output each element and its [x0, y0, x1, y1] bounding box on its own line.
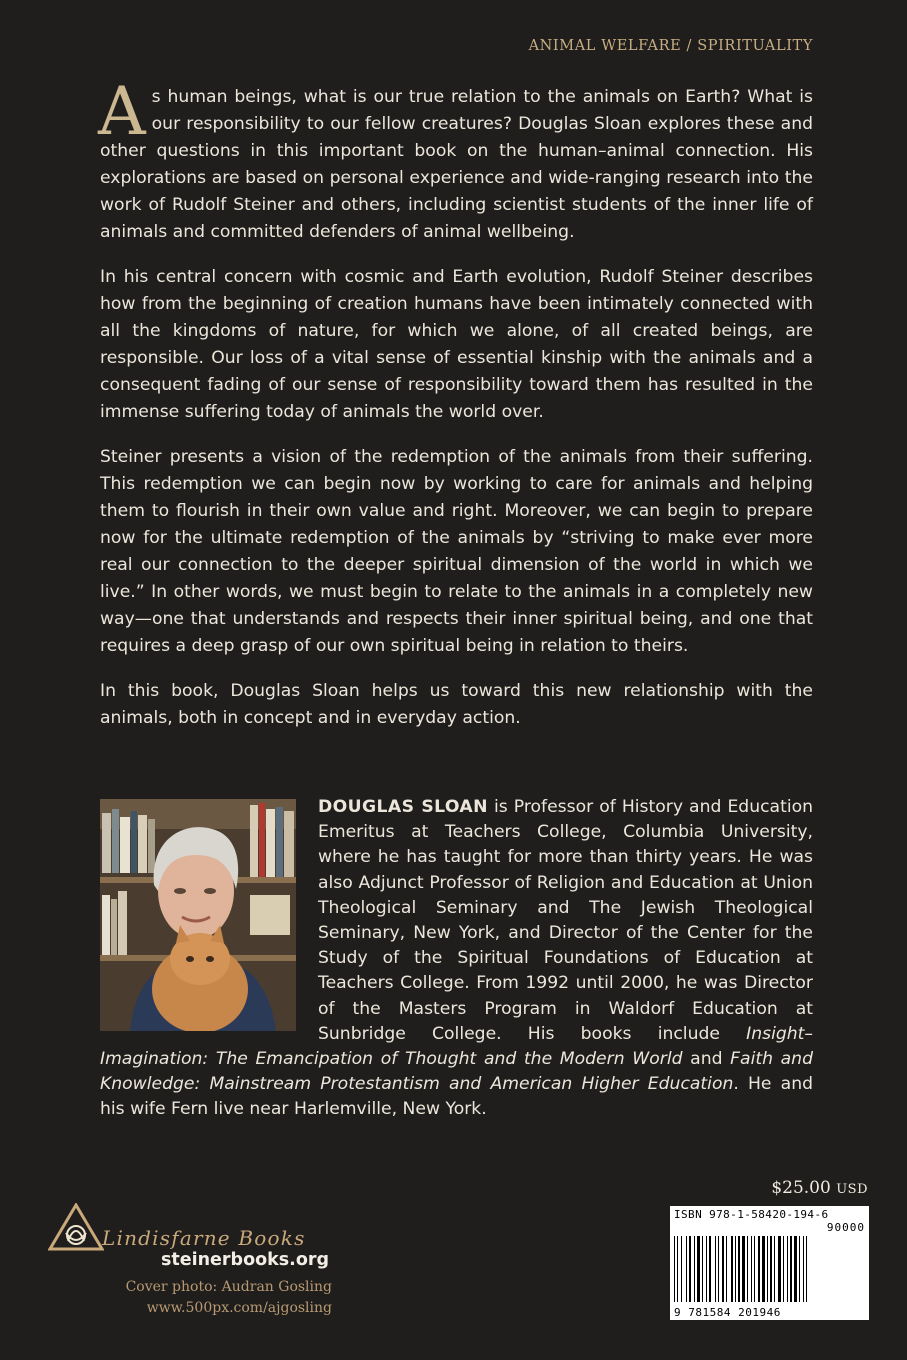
description — [98, 73, 813, 750]
barcode-digits: 9 781584 201946 — [674, 1306, 781, 1319]
intro-text: s human beings, what is our true relation to the animals on Earth? What is our responsibility to our fellow creatures? Douglas Sloan explores these and other questions in this important book on the human–animal connection. His explorations are based on personal experience and wide-ranging research into the work of Rudolf Steiner and others, including scientist students of the inner life of animals and committed defenders of animal wellbeing. — [100, 87, 813, 242]
price-currency: USD — [836, 1182, 868, 1197]
barcode-bars-icon — [674, 1236, 865, 1302]
paragraph: Steiner presents a vision of the redemption of the animals from their suffering. This redemption we can begin now by working to care for animals and helping them to flourish in their own value and right. Moreover, we can begin to prepare now for the ultimate redemption of the animals by “striving to make ever more real our connection to the deeper spiritual dimension of the world in which we live.” In other words, we must begin to relate to the animals in a completely new way—one that understands and respects their inner spiritual being, and one that requires a deep grasp of our own spiritual being in relation to theirs. — [100, 447, 813, 656]
cover-photo-credit: Cover photo: Audran Gosling — [125, 1279, 332, 1295]
price-code: 90000 — [826, 1221, 865, 1234]
bio-text: . He and his wife Fern live near Harlemville, New York. — [100, 1074, 813, 1120]
intro-paragraph — [98, 73, 813, 246]
barcode — [670, 1206, 869, 1320]
author-photo — [100, 799, 296, 1031]
bio-text: and — [682, 1049, 731, 1070]
price — [771, 1178, 868, 1198]
publisher-name: Lindisfarne Books — [102, 1226, 306, 1250]
photo-credit-url: www.500px.com/ajgosling — [146, 1300, 332, 1316]
category-label: ANIMAL WELFARE / SPIRITUALITY — [528, 38, 813, 54]
book-title: Insight–Imagination: The Emancipation of Thought and the Modern World — [100, 1023, 813, 1070]
author-name: DOUGLAS SLOAN — [318, 797, 488, 817]
book-title: Faith and Knowledge: Mainstream Protestantism and American Higher Education — [100, 1049, 813, 1095]
publisher-logo — [48, 1203, 306, 1257]
price-amount: $25.00 — [771, 1178, 831, 1198]
author-bio — [100, 795, 813, 1123]
bio-text: is Professor of History and Education Emeritus at Teachers College, Columbia University, where he has taught for more than thirty years. He was also Adjunct Professor of Religion and Education at Union Theological Seminary and The Jewish Theological Seminary, New York, and Director of the Center for the Study of the Spiritual Foundations of Education at Teachers College. From 1992 until 2000, he was Director of the Masters Program in Waldorf Education at Sunbridge College. His books include — [318, 797, 814, 1044]
paragraph: In his central concern with cosmic and Earth evolution, Rudolf Steiner describes how from the beginning of creation humans have been intimately connected with all the kingdoms of nature, for which we alone, of all created beings, are responsible. Our loss of a vital sense of essential kinship with the animals and a consequent fading of our sense of responsibility toward them has resulted in the immense suffering today of animals the world over. — [100, 267, 813, 422]
isbn-label: ISBN 978-1-58420-194-6 — [674, 1208, 829, 1221]
triquetra-logo-icon — [48, 1203, 104, 1253]
publisher-website: steinerbooks.org — [160, 1250, 329, 1270]
drop-cap: A — [98, 73, 146, 150]
paragraph: In this book, Douglas Sloan helps us toward this new relationship with the animals, both in concept and in everyday action. — [100, 681, 813, 728]
